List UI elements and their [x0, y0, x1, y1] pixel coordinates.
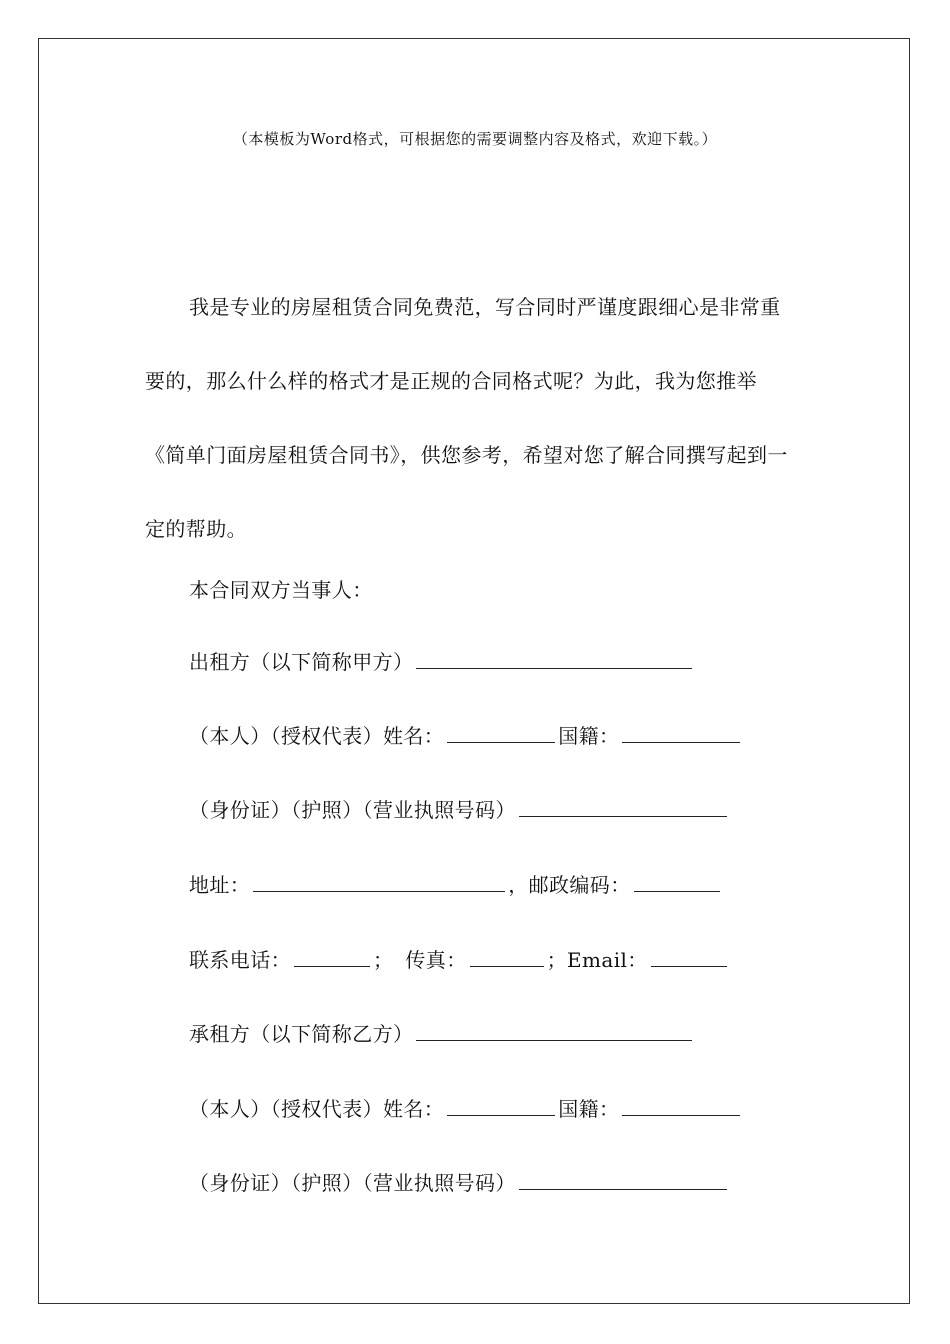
lessee-nationality-label: 国籍： [558, 1097, 620, 1121]
lessor-phone-blank[interactable] [294, 946, 370, 967]
lessor-id-blank[interactable] [519, 796, 727, 817]
lessor-id-line [189, 796, 730, 824]
lessee-id-label: （身份证）（护照）（营业执照号码） [189, 1171, 516, 1195]
lessee-blank[interactable] [416, 1020, 692, 1041]
parties-heading-text: 本合同双方当事人： [189, 578, 373, 602]
lessor-label: 出租方（以下简称甲方） [189, 650, 414, 674]
lessor-id-label: （身份证）（护照）（营业执照号码） [189, 798, 516, 822]
lessor-address-line [189, 871, 723, 899]
lessee-line [189, 1020, 695, 1048]
lessee-name-label: （本人）（授权代表）姓名： [189, 1097, 445, 1121]
lessor-fax-sep: ； [546, 948, 568, 972]
lessee-name-line [189, 1095, 743, 1123]
lessor-fax-label: 传真： [405, 948, 467, 972]
lessor-phone-label: 联系电话： [189, 948, 291, 972]
lessor-address-label: 地址： [189, 873, 251, 897]
lessor-name-line [189, 722, 743, 750]
template-note: （本模板为Word格式，可根据您的需要调整内容及格式，欢迎下载。） [232, 130, 718, 148]
lessee-label: 承租方（以下简称乙方） [189, 1022, 414, 1046]
lessor-email-blank[interactable] [651, 946, 727, 967]
lessor-postcode-blank[interactable] [634, 871, 720, 892]
lessee-id-line [189, 1169, 730, 1197]
lessee-id-blank[interactable] [519, 1169, 727, 1190]
lessor-postcode-label: ，邮政编码： [508, 873, 631, 897]
lessee-name-blank[interactable] [447, 1095, 555, 1116]
lessor-line [189, 648, 695, 676]
lessor-address-blank[interactable] [253, 871, 505, 892]
intro-paragraph: 我是专业的房屋租赁合同免费范，写合同时严谨度跟细心是非常重要的，那么什么样的格式才是正规的合同格式呢？为此，我为您推举《简单门面房屋租赁合同书》，供您参考，希望对您了解合同撰写起到一定的帮助。 [145, 295, 788, 541]
lessor-name-label: （本人）（授权代表）姓名： [189, 724, 445, 748]
lessor-nationality-label: 国籍： [558, 724, 620, 748]
lessor-name-blank[interactable] [447, 722, 555, 743]
lessor-phone-sep: ； [373, 948, 394, 972]
lessor-nationality-blank[interactable] [622, 722, 740, 743]
lessor-blank[interactable] [416, 648, 692, 669]
lessee-nationality-blank[interactable] [622, 1095, 740, 1116]
lessor-email-label: Email： [567, 948, 648, 972]
lessor-fax-blank[interactable] [470, 946, 544, 967]
parties-heading [189, 576, 373, 604]
lessor-contact-line [189, 946, 730, 974]
